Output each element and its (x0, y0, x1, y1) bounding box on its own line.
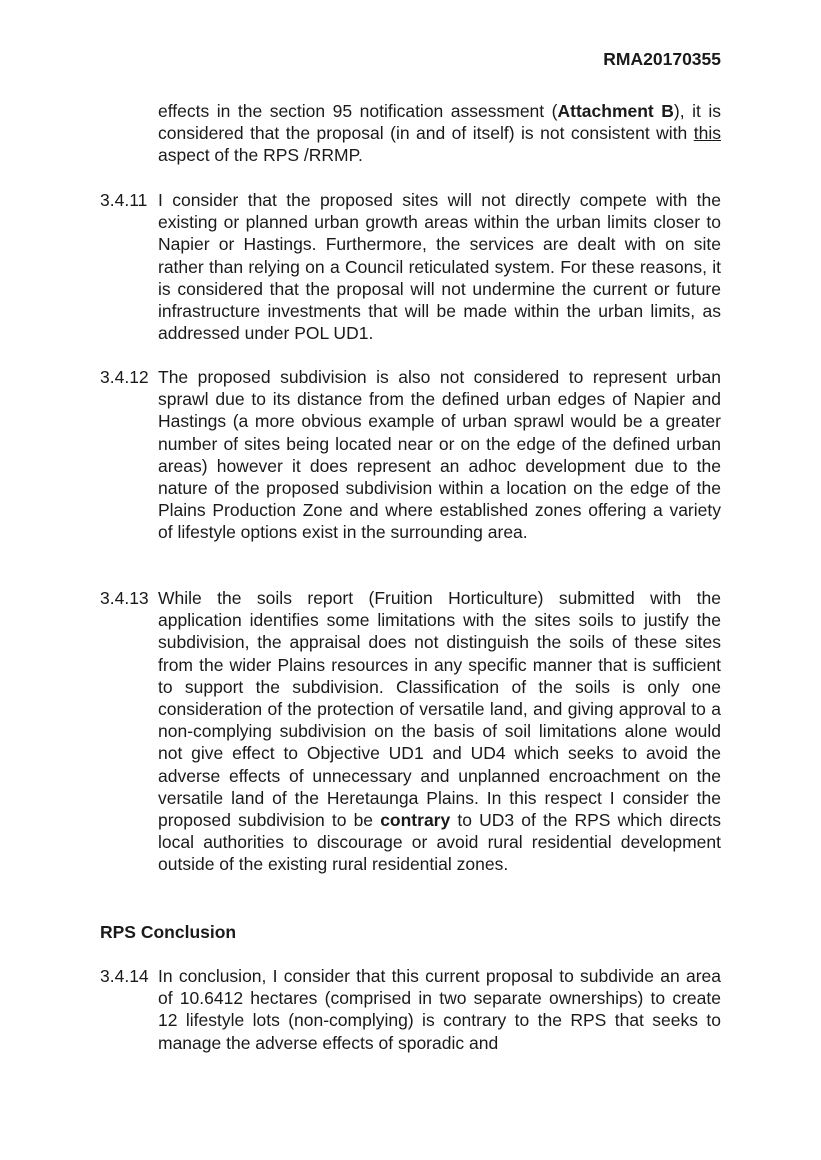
paragraph-text: I consider that the proposed sites will not directly compete with the existing or planned urban growth areas within the urban limits closer to Napier or Hastings. Furthermore, the services are dealt with on site rather than relying on a Council reticulated system. For these reasons, it is considered that the proposal will not undermine the current or future infrastructure investments that will be made within the urban limits, as addressed under POL UD1. (158, 190, 721, 344)
paragraph-3-4-11 (100, 189, 721, 344)
paragraph-text: In conclusion, I consider that this current proposal to subdivide an area of 10.6412 hectares (comprised in two separate ownerships) to create 12 lifestyle lots (non-complying) is contrary to the RPS that seeks to manage the adverse effects of sporadic and (158, 966, 721, 1053)
text-run: effects in the section 95 notification assessment ( (158, 101, 558, 121)
paragraph-text (158, 587, 721, 876)
text-run: to UD3 of the RPS which directs local authorities to discourage or avoid rural residential development outside of the existing rural residential zones. (158, 810, 722, 875)
paragraph-number: 3.4.13 (100, 588, 149, 608)
attachment-reference: Attachment B (557, 101, 674, 121)
bold-word: contrary (380, 810, 451, 831)
paragraph-3-4-14 (100, 965, 721, 1054)
text-run: While the soils report (Fruition Horticulture) submitted with the application identifies some limitations with the sites soils to justify the subdivision, the appraisal does not distinguish the soils of these sites from the wider Plains resources in any specific manner that is sufficient to support the subdivision. Classification of the soils is only one consideration of the protection of versatile land, and giving approval to a non-complying subdivision on the basis of soil limitations alone would not give effect to Objective UD1 and UD4 which seeks to avoid the adverse effects of unnecessary and unplanned encroachment on the versatile land of the Heretaunga Plains. In this respect I consider the proposed subdivision to be (158, 588, 721, 831)
paragraph-3-4-13 (100, 587, 721, 876)
continued-paragraph (158, 100, 721, 167)
document-reference: RMA20170355 (603, 49, 721, 69)
text-run: aspect of the RPS /RRMP. (158, 145, 363, 166)
paragraph-number: 3.4.14 (100, 966, 149, 986)
text-run: ), it is considered that the proposal (in and of itself) is not consistent with (158, 101, 721, 144)
section-heading: RPS Conclusion (100, 922, 237, 942)
paragraph-text: The proposed subdivision is also not considered to represent urban sprawl due to its distance from the defined urban edges of Napier and Hastings (a more obvious example of urban sprawl would be a greater number of sites being located near or on the edge of the defined urban areas) however it does represent an adhoc development due to the nature of the proposed subdivision within a location on the edge of the Plains Production Zone and where established zones offering a variety of lifestyle options exist in the surrounding area. (158, 367, 721, 543)
underlined-word: this (693, 123, 721, 144)
paragraph-number: 3.4.11 (100, 190, 148, 210)
paragraph-3-4-12 (100, 366, 721, 544)
paragraph-number: 3.4.12 (100, 367, 149, 387)
